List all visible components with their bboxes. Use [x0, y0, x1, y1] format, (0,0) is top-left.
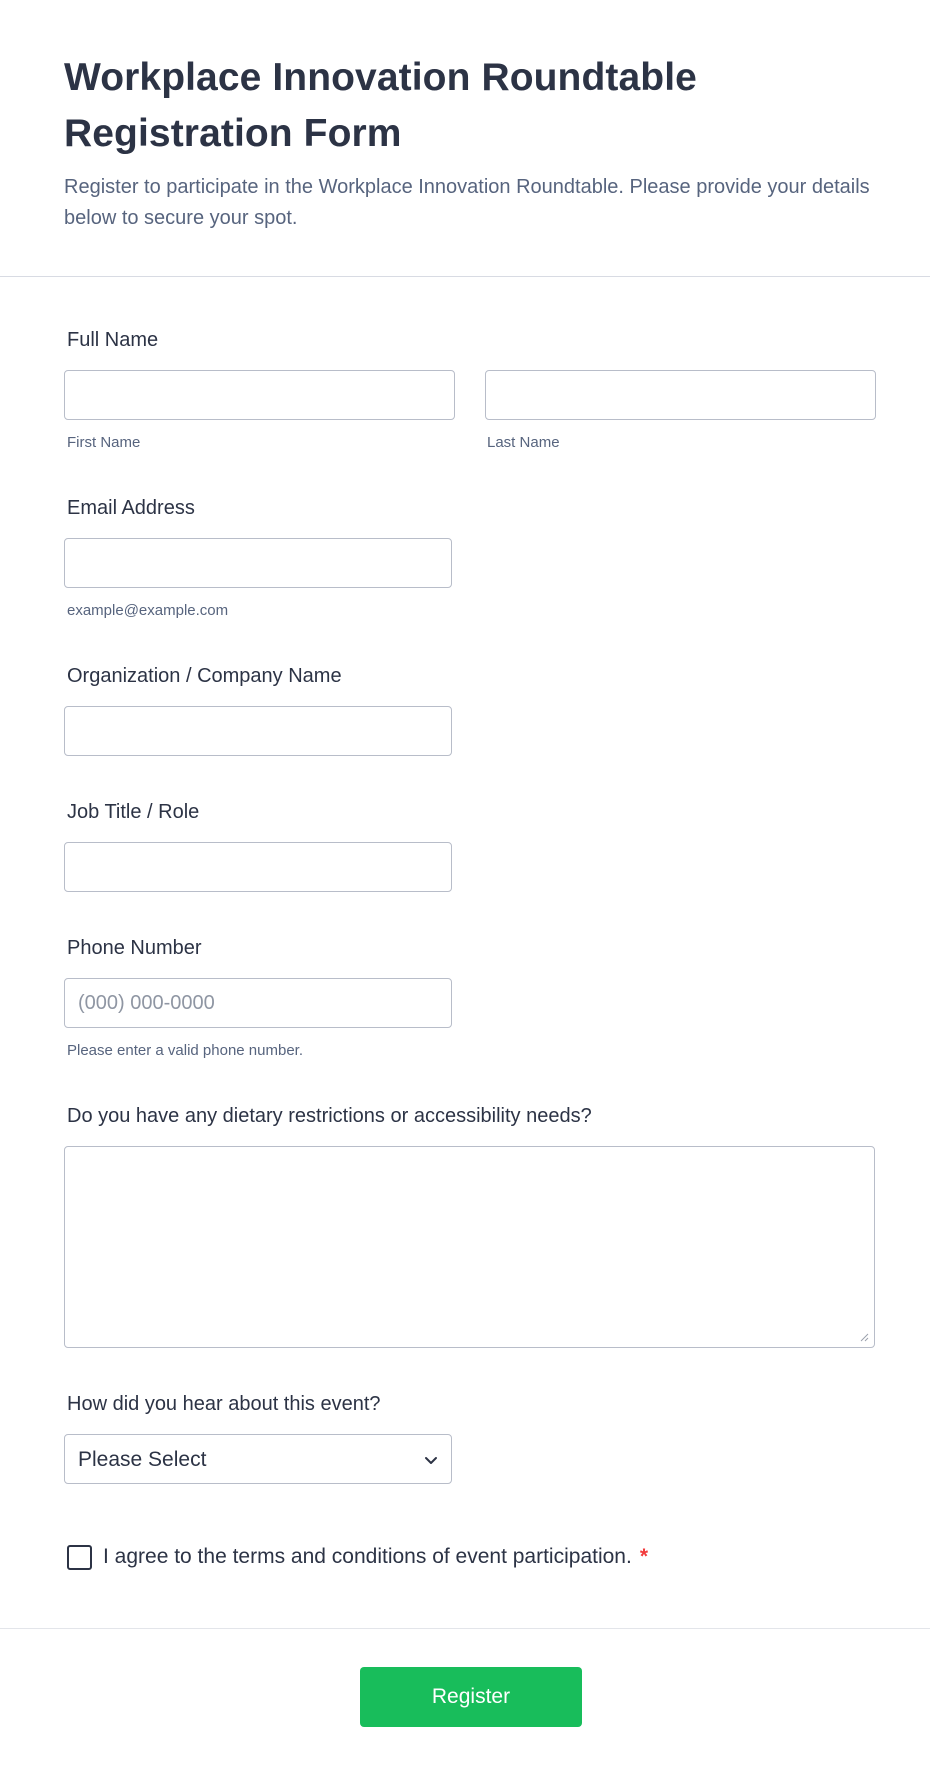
form-title-line-1: Workplace Innovation Roundtable [64, 56, 697, 99]
form-title-line-2: Registration Form [64, 112, 402, 155]
resize-handle-icon[interactable] [859, 1332, 869, 1342]
email-field[interactable] [64, 538, 452, 588]
job-title-label: Job Title / Role [67, 801, 200, 823]
terms-checkbox[interactable] [67, 1545, 92, 1570]
footer-divider [0, 1628, 930, 1629]
register-button[interactable]: Register [360, 1667, 582, 1727]
organization-label: Organization / Company Name [67, 665, 342, 687]
chevron-down-icon [423, 1452, 439, 1468]
email-label: Email Address [67, 497, 195, 519]
last-name-sublabel: Last Name [487, 434, 560, 451]
terms-label[interactable] [103, 1544, 648, 1570]
dietary-label: Do you have any dietary restrictions or accessibility needs? [67, 1105, 592, 1127]
organization-input[interactable] [64, 706, 452, 756]
referral-select[interactable] [64, 1434, 452, 1484]
job-title-input[interactable] [64, 842, 452, 892]
phone-input[interactable] [64, 978, 452, 1028]
last-name-input[interactable] [485, 370, 876, 420]
required-asterisk: * [639, 1545, 649, 1568]
dietary-textarea[interactable] [64, 1146, 875, 1348]
form-title [64, 50, 874, 162]
first-name-input[interactable] [64, 370, 455, 420]
form-header [64, 50, 874, 234]
header-divider [0, 276, 930, 277]
phone-sublabel: Please enter a valid phone number. [67, 1042, 303, 1059]
form-subtitle: Register to participate in the Workplace Innovation Roundtable. Please provide your details below to secure your spot. [64, 176, 870, 229]
first-name-sublabel: First Name [67, 434, 141, 451]
referral-label: How did you hear about this event? [67, 1393, 381, 1415]
phone-label: Phone Number [67, 937, 202, 959]
terms-label-text: I agree to the terms and conditions of event participation. [103, 1545, 632, 1568]
referral-selected-value: Please Select [78, 1448, 207, 1471]
email-sublabel: example@example.com [67, 602, 229, 619]
full-name-label: Full Name [67, 329, 159, 351]
